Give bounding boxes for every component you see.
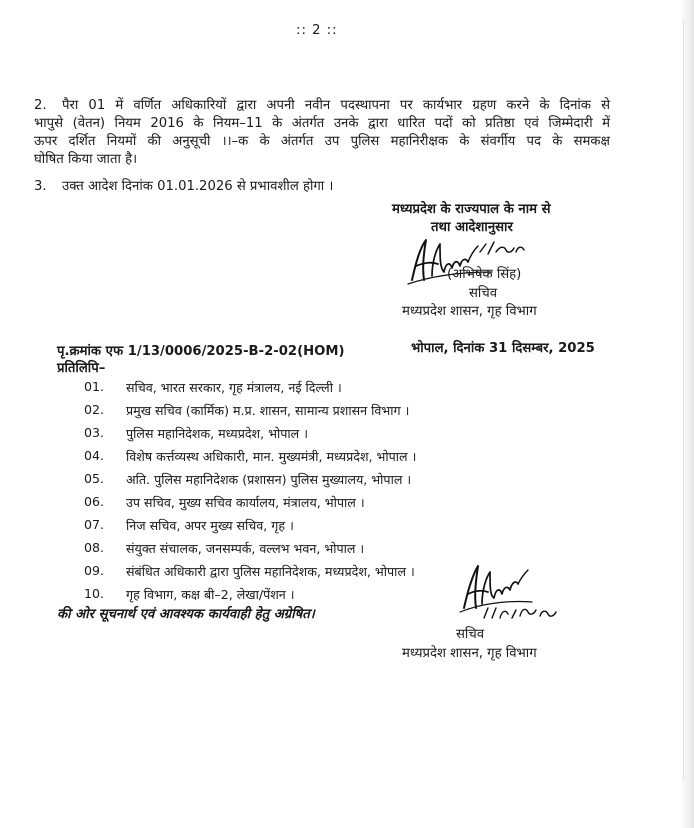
list-item-number: 07. bbox=[84, 517, 105, 532]
signatory-1-department: मध्यप्रदेश शासन, गृह विभाग bbox=[402, 304, 537, 319]
page-number-header: :: 2 :: bbox=[296, 23, 338, 38]
para-2-line-2: भापुसे (वेतन) नियम 2016 के नियम–11 के अंतर्गत उनके द्वारा धारित पदों को प्रतिष्ठा एवं जिम्मेदारी में bbox=[34, 116, 610, 131]
list-item-text: उप सचिव, मुख्य सचिव कार्यालय, मंत्रालय, भोपाल । bbox=[126, 495, 365, 510]
list-item-number: 04. bbox=[84, 448, 105, 463]
reference-number: पृ.क्रमांक एफ 1/13/0006/2025-B-2-02(HOM) bbox=[57, 344, 345, 359]
signature-2-image bbox=[456, 558, 566, 624]
para-3-number: 3. bbox=[34, 179, 47, 194]
list-item-number: 05. bbox=[84, 471, 105, 486]
para-3-text: उक्त आदेश दिनांक 01.01.2026 से प्रभावशील होगा । bbox=[62, 179, 334, 194]
list-item-text: विशेष कर्त्तव्यस्थ अधिकारी, मान. मुख्यमंत्री, मध्यप्रदेश, भोपाल । bbox=[126, 449, 417, 464]
reference-date: भोपाल, दिनांक 31 दिसम्बर, 2025 bbox=[411, 341, 595, 356]
list-item-number: 06. bbox=[84, 494, 105, 509]
signatory-2-department: मध्यप्रदेश शासन, गृह विभाग bbox=[402, 646, 537, 661]
signatory-2-designation: सचिव bbox=[456, 627, 485, 642]
list-item-text: प्रमुख सचिव (कार्मिक) म.प्र. शासन, सामान्य प्रशासन विभाग । bbox=[126, 403, 410, 418]
list-item-text: सचिव, भारत सरकार, गृह मंत्रालय, नई दिल्ली । bbox=[126, 380, 342, 395]
copy-label: प्रतिलिपि– bbox=[57, 361, 106, 376]
page-edge-line bbox=[683, 20, 684, 780]
list-item-text: निज सचिव, अपर मुख्य सचिव, गृह । bbox=[126, 518, 294, 533]
forwarding-note: की ओर सूचनार्थ एवं आवश्यक कार्यवाही हेतु अग्रेषित। bbox=[57, 607, 315, 622]
list-item-number: 01. bbox=[84, 379, 105, 394]
list-item-text: गृह विभाग, कक्ष बी–2, लेखा/पेंशन । bbox=[126, 587, 295, 602]
para-2-number: 2. bbox=[34, 98, 47, 113]
authority-line-1: मध्यप्रदेश के राज्यपाल के नाम से bbox=[392, 202, 551, 217]
para-2-line-4: घोषित किया जाता है। bbox=[34, 152, 138, 167]
para-2-line-1: पैरा 01 में वर्णित अधिकारियों द्वारा अपनी नवीन पदस्थापना पर कार्यभार ग्रहण करने के दिनांक से bbox=[62, 98, 610, 113]
list-item-number: 03. bbox=[84, 425, 105, 440]
signatory-1-designation: सचिव bbox=[469, 286, 498, 301]
list-item-number: 10. bbox=[84, 586, 105, 601]
list-item-number: 02. bbox=[84, 402, 105, 417]
signature-1-image bbox=[402, 232, 532, 292]
list-item-text: पुलिस महानिदेशक, मध्यप्रदेश, भोपाल । bbox=[126, 426, 308, 441]
authority-line-2: तथा आदेशानुसार bbox=[431, 220, 513, 235]
signatory-1-name: (अभिषेक सिंह) bbox=[447, 267, 522, 282]
para-2-line-3: ऊपर दर्शित नियमों की अनुसूची ।।–क के अंतर्गत उप पुलिस महानिरीक्षक के संवर्गीय पद के समकक्ष bbox=[34, 134, 610, 149]
list-item-number: 09. bbox=[84, 563, 105, 578]
list-item-text: संबंधित अधिकारी द्वारा पुलिस महानिदेशक, मध्यप्रदेश, भोपाल । bbox=[126, 564, 415, 579]
list-item-text: संयुक्त संचालक, जनसम्पर्क, वल्लभ भवन, भोपाल । bbox=[126, 541, 365, 556]
list-item-text: अति. पुलिस महानिदेशक (प्रशासन) पुलिस मुख्यालय, भोपाल । bbox=[126, 472, 412, 487]
list-item-number: 08. bbox=[84, 540, 105, 555]
